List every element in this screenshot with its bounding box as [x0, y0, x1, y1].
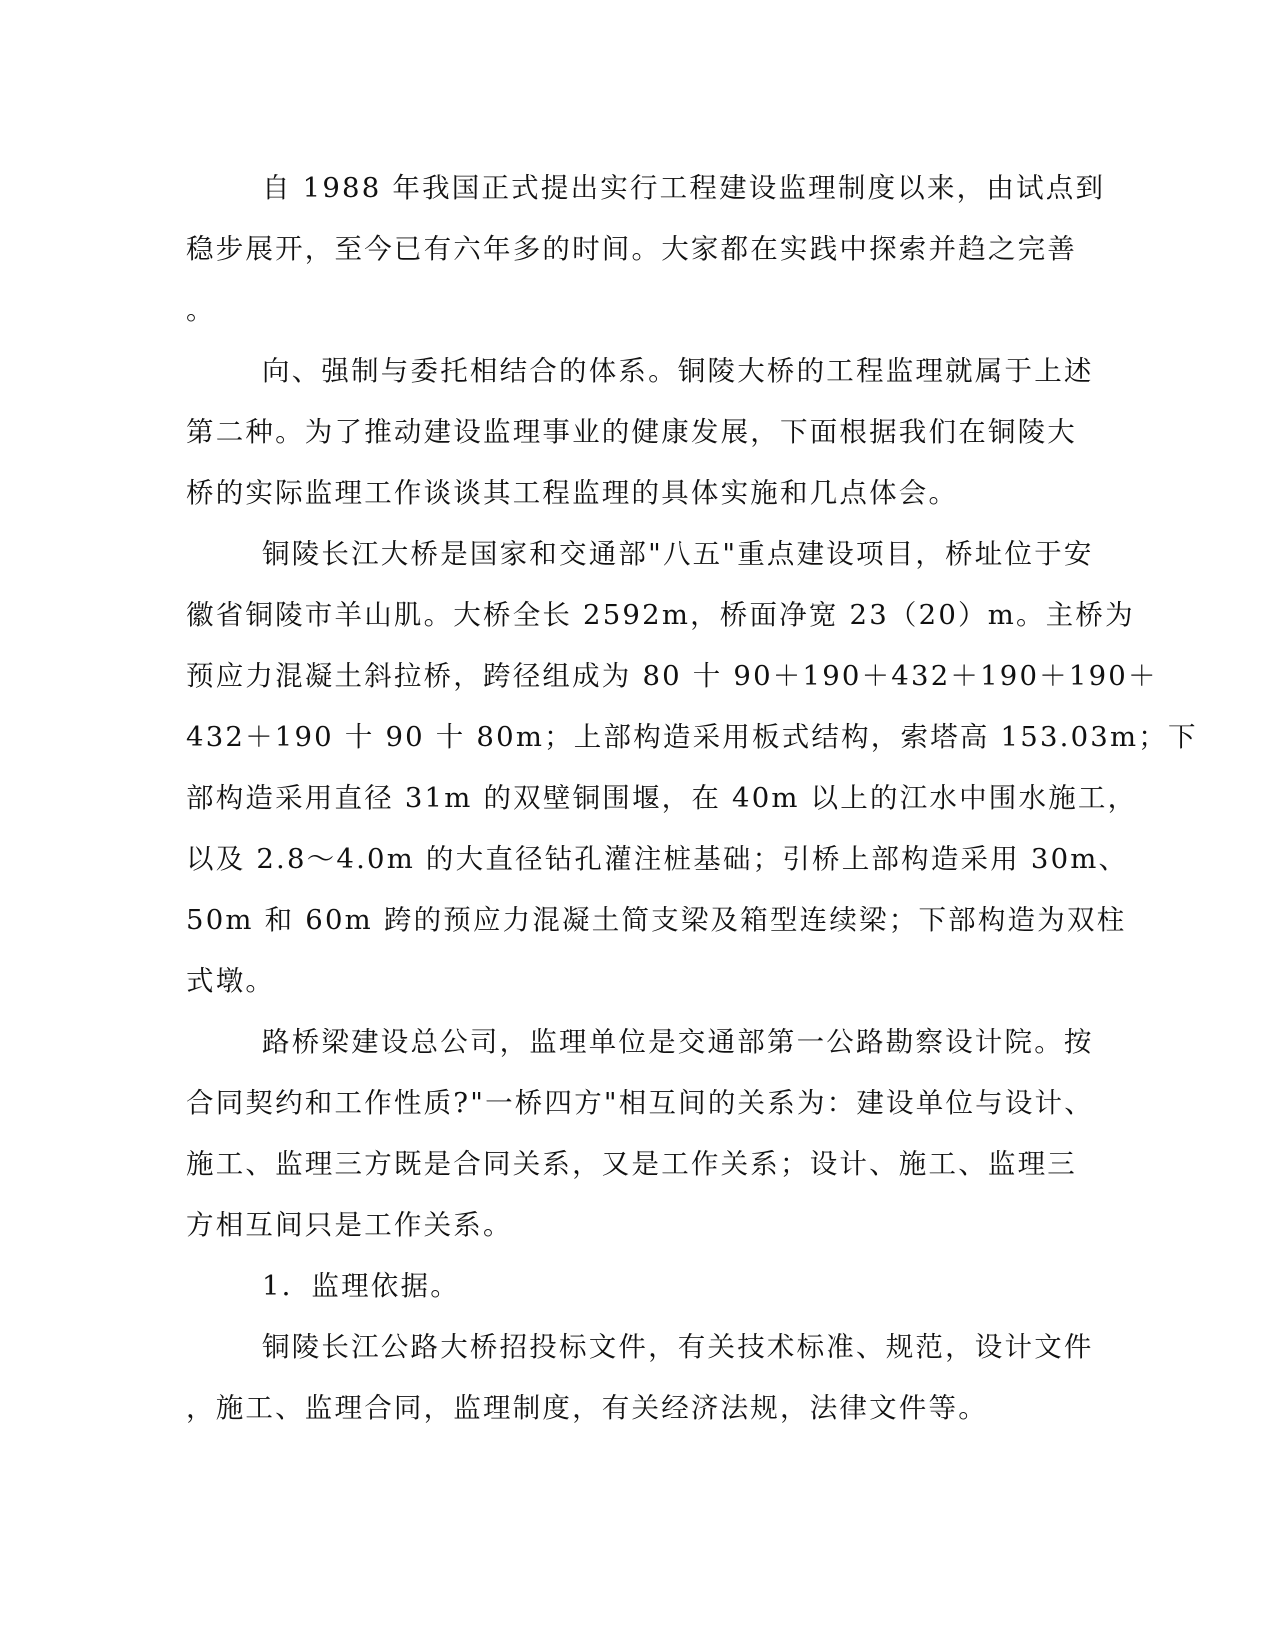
paragraph-1: [186, 158, 1106, 341]
text-line: 方相互间只是工作关系。: [186, 1209, 513, 1241]
document-body: [186, 158, 1198, 1439]
text-line: 向、强制与委托相结合的体系。铜陵大桥的工程监理就属于上述: [262, 355, 1094, 387]
paragraph-5: [186, 1317, 1094, 1439]
text-line: 自 1988 年我国正式提出实行工程建设监理制度以来，由试点到: [262, 172, 1106, 204]
text-line: 。: [186, 294, 216, 326]
text-line: 铜陵长江公路大桥招投标文件，有关技术标准、规范，设计文件: [262, 1331, 1094, 1363]
text-line: 式墩。: [186, 965, 276, 997]
text-line: 桥的实际监理工作谈谈其工程监理的具体实施和几点体会。: [186, 477, 959, 509]
section-heading: [186, 1256, 1081, 1317]
text-line: 预应力混凝土斜拉桥，跨径组成为 80 十 90＋190＋432＋190＋190＋: [186, 660, 1158, 692]
text-line: 432＋190 十 90 十 80m；上部构造采用板式结构，索塔高 153.03m；下: [186, 721, 1198, 753]
text-line: 50m 和 60m 跨的预应力混凝土简支梁及箱型连续梁；下部构造为双柱: [186, 904, 1127, 936]
text-line: ，施工、监理合同，监理制度，有关经济法规，法律文件等。: [186, 1392, 988, 1424]
paragraph-4: [186, 1012, 1094, 1256]
text-line: 路桥梁建设总公司，监理单位是交通部第一公路勘察设计院。按: [262, 1026, 1094, 1058]
paragraph-2: [186, 341, 1094, 524]
text-line: 铜陵长江大桥是国家和交通部"八五"重点建设项目，桥址位于安: [262, 538, 1094, 570]
text-line: 第二种。为了推动建设监理事业的健康发展，下面根据我们在铜陵大: [186, 416, 1077, 448]
text-line: 徽省铜陵市羊山肌。大桥全长 2592m，桥面净宽 23（20）m。主桥为: [186, 599, 1135, 631]
text-line: 部构造采用直径 31m 的双壁铜围堰，在 40m 以上的江水中围水施工，: [186, 782, 1138, 814]
text-line: 合同契约和工作性质?"一桥四方"相互间的关系为：建设单位与设计、: [186, 1087, 1094, 1119]
heading-line: 1．监理依据。: [262, 1270, 460, 1302]
text-line: 施工、监理三方既是合同关系，又是工作关系；设计、施工、监理三: [186, 1148, 1077, 1180]
paragraph-3: [186, 524, 1198, 1012]
text-line: 稳步展开，至今已有六年多的时间。大家都在实践中探索并趋之完善: [186, 233, 1077, 265]
text-line: 以及 2.8～4.0m 的大直径钻孔灌注桩基础；引桥上部构造采用 30m、: [186, 843, 1129, 875]
